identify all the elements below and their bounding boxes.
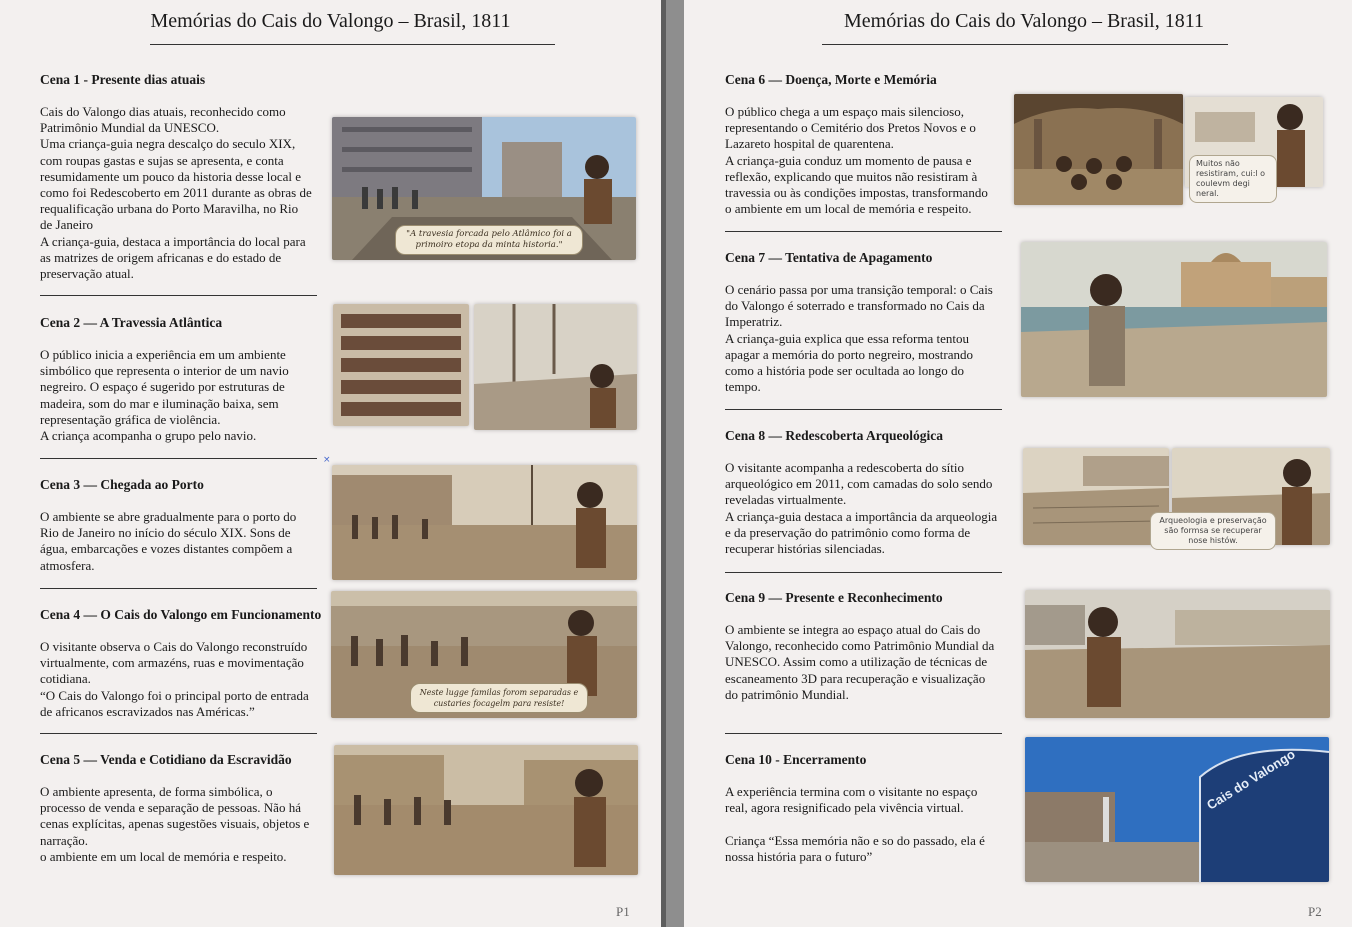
- scene-2-illustration-hold: [333, 304, 469, 426]
- scene-3: [40, 477, 330, 574]
- scene-separator: [725, 572, 1002, 573]
- scene-8-caption: Arqueologia e preservação são formsa se recuperar nose histów.: [1150, 512, 1276, 550]
- scene-6: [725, 72, 1015, 217]
- scene-heading: Cena 9 — Presente e Reconhecimento: [725, 590, 943, 605]
- scene-5-illustration: [334, 745, 638, 875]
- scene-heading: Cena 4 — O Cais do Valongo em Funcionamento: [40, 607, 322, 622]
- scene-9: [725, 590, 1015, 703]
- scene-10-sign-text: Cais do Valongo: [1204, 746, 1298, 813]
- scene-separator: [725, 733, 1002, 734]
- page-gap-shadow: [661, 0, 666, 927]
- scene-7-illustration: [1021, 242, 1327, 397]
- scene-text: O cenário passa por uma transição temporal: o Cais do Valongo é soterrado e transformado no Cais da Imperatriz. A criança-guia explica que essa reforma tentou apagar a memória do porto negreiro, mostrando como a história pode ser ocultada ao longo do tempo.: [725, 282, 993, 395]
- scene-2: [40, 315, 330, 444]
- scene-heading: Cena 6 — Doença, Morte e Memória: [725, 72, 937, 87]
- scene-10: [725, 752, 1015, 865]
- scene-text: O ambiente se abre gradualmente para o porto do Rio de Janeiro no início do século XIX. Sons de água, embarcações e vozes distantes compõem a atmosfera.: [40, 509, 297, 573]
- scene-4: [40, 607, 330, 720]
- scene-7: [725, 250, 1015, 395]
- page-number: P1: [616, 904, 630, 919]
- scene-8-illustration-site: [1023, 448, 1169, 545]
- scene-heading: Cena 1 - Presente dias atuais: [40, 72, 206, 87]
- page-1: [0, 0, 661, 927]
- scene-2-illustration-deck: [474, 304, 637, 430]
- scene-separator: [40, 458, 317, 459]
- scene-separator: [725, 409, 1002, 410]
- scene-heading: Cena 7 — Tentativa de Apagamento: [725, 250, 933, 265]
- page-number: P2: [1308, 904, 1322, 919]
- scene-separator: [40, 588, 317, 589]
- title-rule: [822, 44, 1228, 45]
- scene-8: [725, 428, 1015, 557]
- scene-heading: Cena 8 — Redescoberta Arqueológica: [725, 428, 943, 443]
- scene-1: [40, 72, 330, 282]
- scene-separator: [40, 295, 317, 296]
- scene-text: A experiência termina com o visitante no espaço real, agora resignificado pela vivência virtual. Criança “Essa memória não e so do passado, ela é nossa história para o futuro”: [725, 784, 985, 864]
- scene-text: O ambiente apresenta, de forma simbólica, o processo de venda e separação de pessoas. Não há cenas explícitas, apenas sugestões visuais, objetos e narração. o ambiente em um local de memória e respeito.: [40, 784, 310, 864]
- scene-separator: [40, 733, 317, 734]
- anchor-marker: ×: [323, 455, 331, 465]
- scene-text: O visitante acompanha a redescoberta do sítio arqueológico em 2011, com camadas do solo sendo reveladas virtualmente. A criança-guia destaca a importância da arqueologia e da preservação do patrimônio como forma de recuperar histórias silenciadas.: [725, 460, 998, 557]
- scene-text: O público chega a um espaço mais silencioso, representando o Cemitério dos Pretos Novos e o Lazareto hospital de quarentena. A criança-guia conduz um momento de pausa e reflexão, explicando que muitos não resistiram à travessia ou às condições impostas, transformando o ambiente em um local de memória e respeito.: [725, 104, 988, 217]
- scene-5: [40, 752, 330, 865]
- scene-heading: Cena 5 — Venda e Cotidiano da Escravidão: [40, 752, 292, 767]
- scene-text: Cais do Valongo dias atuais, reconhecido como Patrimônio Mundial da UNESCO. Uma criança-guia negra descalço do seculo XIX, com roupas gastas e sujas se apresenta, e conta resumidamente um pouco da historia desse local e como foi Redescoberto em 2011 durante as obras de requalificação urbana do Porto Maravilha, no Rio de Janeiro A criança-guia, destaca a importância do local para as matrizes de origem africanas e do estado de preservação atual.: [40, 104, 312, 282]
- scene-heading: Cena 3 — Chegada ao Porto: [40, 477, 204, 492]
- scene-6-caption: Muitos não resistiram, cui:l o coulevm degi neral.: [1189, 155, 1277, 203]
- scene-text: O visitante observa o Cais do Valongo reconstruído virtualmente, com armazéns, ruas e movimentação cotidiana. “O Cais do Valongo foi o principal porto de entrada de africanos escravizados nas Américas.”: [40, 639, 309, 719]
- scene-4-caption: Neste lugge familas forom separadas e custaries focagelm para resiste!: [410, 683, 588, 713]
- page-title: Memórias do Cais do Valongo – Brasil, 1811: [150, 10, 511, 32]
- scene-6-illustration-lazareto: [1014, 94, 1183, 205]
- page-title: Memórias do Cais do Valongo – Brasil, 1811: [844, 10, 1204, 32]
- scene-text: O ambiente se integra ao espaço atual do Cais do Valongo, reconhecido como Patrimônio Mundial da UNESCO. Assim como a utilização de técnicas de escaneamento 3D para recuperação e visualização do patrimônio Mundial.: [725, 622, 995, 702]
- scene-9-illustration: [1025, 590, 1330, 718]
- scene-text: O público inicia a experiência em um ambiente simbólico que representa o interior de um navio negreiro. O espaço é sugerido por estruturas de madeira, som do mar e iluminação baixa, sem representação gráfica de violência. A criança acompanha o grupo pelo navio.: [40, 347, 289, 444]
- title-rule: [150, 44, 555, 45]
- scene-3-illustration: [332, 465, 637, 580]
- scene-separator: [725, 231, 1002, 232]
- page-2: [684, 0, 1352, 927]
- scene-heading: Cena 2 — A Travessia Atlântica: [40, 315, 223, 330]
- scene-heading: Cena 10 - Encerramento: [725, 752, 867, 767]
- scene-1-caption: "A travesia forcada pelo Atlâmico foi a primoiro etopa da minta historia.": [395, 225, 583, 255]
